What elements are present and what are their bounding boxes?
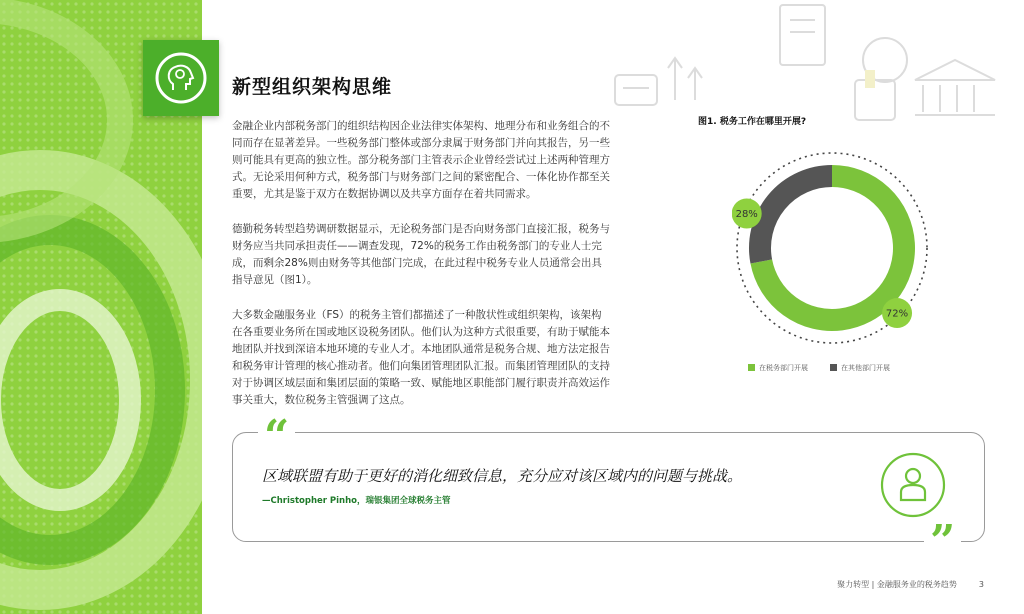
donut-label-28 [732,199,762,229]
decorative-line-art [555,0,1024,125]
open-quote-mark: “ [258,412,295,462]
quote-box [232,432,985,542]
legend-swatch-tax [748,364,755,371]
legend-swatch-other [830,364,837,371]
svg-text:72%: 72% [885,308,909,320]
legend-item-other [830,363,890,373]
body-paragraph-2: 德勤税务转型趋势调研数据显示，无论税务部门是否向财务部门直接汇报，税务与财务应当共同承担责任——调查发现，72%的税务工作由税务部门的专业人士完成，而剩余28%则由财务等其他部门完成，在此过程中税务专业人员通常会出具指导意见（图1）。 [232,223,610,286]
legend-item-tax [748,363,808,373]
footer-text: 聚力转型 | 金融服务业的税务趋势 [837,580,957,589]
body-paragraph-3: 大多数金融服务业（FS）的税务主管们都描述了一种散状性或组织架构，该架构在各重要业务所在国或地区设税务团队。他们认为这种方式很重要，有助于赋能本地团队并找到深谙本地环境的专业人才。本地团队通常是税务合规、地方法定报告和税务审计管理的核心推动者。他们向集团管理团队汇报。而集团管理团队的支持对于协调区域层面和集团层面的策略一致、赋能地区职能部门履行职责并高效运作事关重大，数位税务主管强调了这点。 [232,309,610,406]
donut-chart [732,148,932,348]
close-quote-mark: ” [924,520,961,564]
donut-slice-other [760,176,832,261]
legend-label-tax: 在税务部门开展 [759,364,808,372]
chart-legend [748,363,890,373]
figure-title: 图1. 税务工作在哪里开展? [698,117,807,127]
brain-head-icon [143,40,219,116]
donut-label-72 [882,298,912,328]
legend-label-other: 在其他部门开展 [841,364,890,372]
svg-text:28%: 28% [735,209,758,221]
page-title: 新型组织架构思维 [232,76,393,98]
footer [837,579,984,590]
quote-attribution: —Christopher Pinho，瑞银集团全球税务主管 [262,496,451,506]
page-number: 3 [978,580,984,589]
body-paragraph-1: 金融企业内部税务部门的组织结构因企业法律实体架构、地理分布和业务组合的不同而存在显著差异。一些税务部门整体或部分隶属于财务部门并向其报告，另一些则可能具有更高的独立性。部分税务部门主管表示企业曾经尝试过上述两种管理方式。无论采用何种方式，税务部门与财务部门之间的紧密配合、一体化协作都至关重要，尤其是鉴于双方在数据协调以及共享方面存在着共同需求。 [232,120,610,200]
quote-text: 区域联盟有助于更好的消化细致信息，充分应对该区域内的问题与挑战。 [262,467,743,485]
person-icon [880,452,946,518]
